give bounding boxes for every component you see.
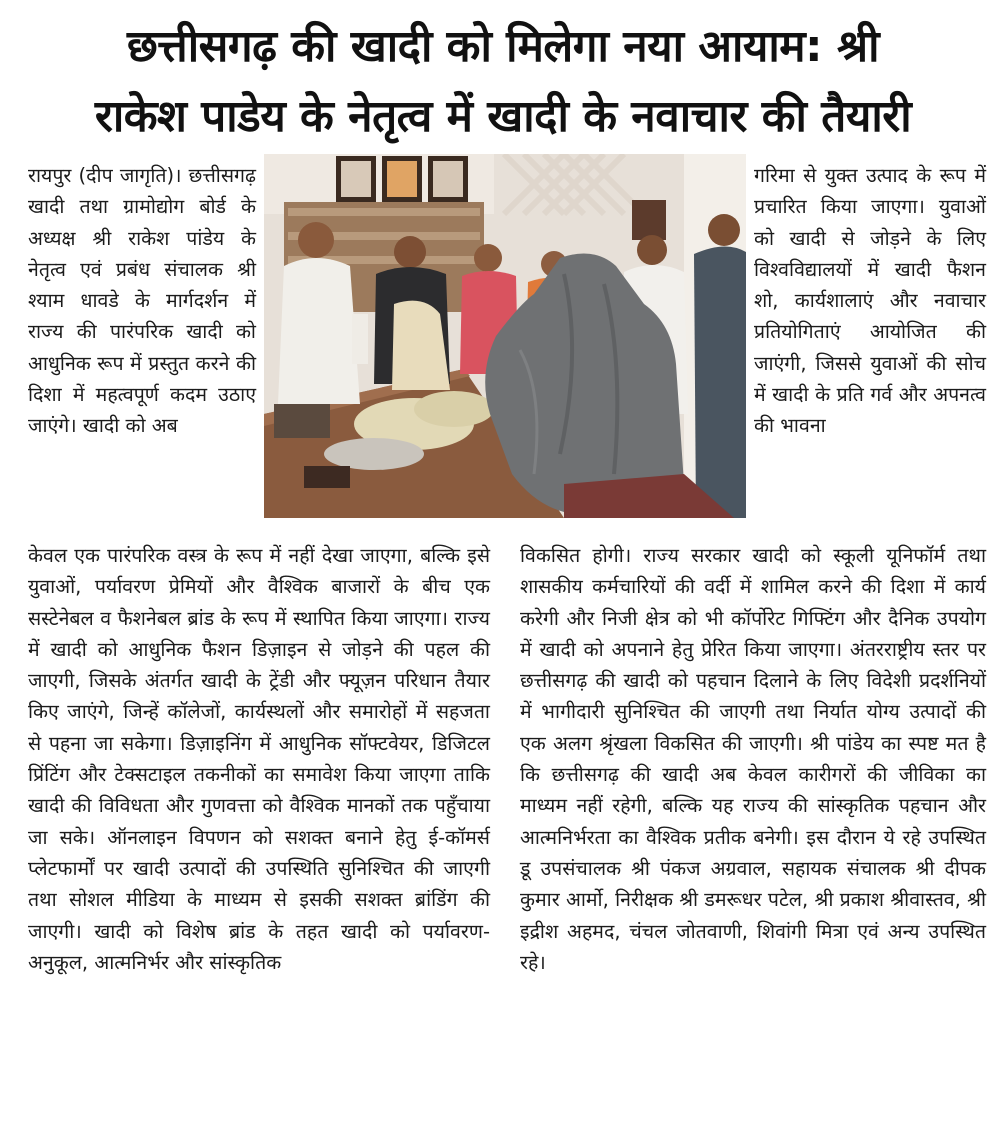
article-text-bottom-left: केवल एक पारंपरिक वस्त्र के रूप में नहीं देखा जाएगा, बल्कि इसे युवाओं, पर्यावरण प्रेमियों और वैश्विक बाजारों के बीच एक सस्टेनेबल व फैशनेबल ब्रांड के रूप में स्थापित किया जाएगा। राज्य में खादी को आधुनिक फैशन डिज़ाइन से जोड़ने की पहल की जाएगी, जिसके अंतर्गत खादी के ट्रेंडी और फ्यूज़न परिधान तैयार किए जाएंगे, जिन्हें कॉलेजों, कार्यस्थलों और समारोहों में सहजता से पहना जा सकेगा। डिज़ाइनिंग में आधुनिक सॉफ्टवेयर, डिजिटल प्रिंटिंग और टेक्सटाइल तकनीकों का समावेश किया जाएगा ताकि खादी की विविधता और गुणवत्ता को वैश्विक मानकों तक पहुँचाया जा सके। ऑनलाइन विपणन को सशक्त बनाने हेतु ई-कॉमर्स प्लेटफार्मों पर खादी उत्पादों की उपस्थिति सुनिश्चित की जाएगी तथा सोशल मीडिया के माध्यम से इसकी सशक्त ब्रांडिंग की जाएगी। खादी को विशेष ब्रांड के तहत खादी को पर्यावरण-अनुकूल, आत्मनिर्भर और सांस्कृतिक bbox=[28, 544, 490, 974]
article-text-col3: गरिमा से युक्त उत्पाद के रूप में प्रचारित किया जाएगा। युवाओं को खादी से जोड़ने के लिए विश्वविद्यालयों में खादी फैशन शो, कार्यशालाएं और नवाचार प्रतियोगिताएं आयोजित की जाएंगी, जिससे युवाओं की सोच में खादी के प्रति गर्व और अपनत्व की भावना bbox=[754, 164, 986, 438]
news-photo bbox=[264, 154, 746, 518]
article-text-bottom-right: विकसित होगी। राज्य सरकार खादी को स्कूली यूनिफॉर्म तथा शासकीय कर्मचारियों की वर्दी में शामिल करने की दिशा में कार्य करेगी और निजी क्षेत्र को भी कॉर्पोरेट गिफ्टिंग और दैनिक उपयोग में खादी को अपनाने हेतु प्रेरित किया जाएगा। अंतरराष्ट्रीय स्तर पर छत्तीसगढ़ की खादी को पहचान दिलाने के लिए विदेशी प्रदर्शनियों में भागीदारी सुनिश्चित की जाएगी तथा निर्यात योग्य उत्पादों की एक अलग श्रृंखला विकसित की जाएगी। श्री पांडेय का स्पष्ट मत है कि छत्तीसगढ़ की खादी अब केवल कारीगरों की जीविका का माध्यम नहीं रहेगी, बल्कि यह राज्य की सांस्कृतिक पहचान और आत्मनिर्भरता का वैश्विक प्रतीक बनेगी। इस दौरान ये रहे उपस्थित डू उपसंचालक श्री पंकज अग्रवाल, सहायक संचालक श्री दीपक कुमार आर्मो, निरीक्षक श्री डमरूधर पटेल, श्री प्रकाश श्रीवास्तव, श्री इद्रीश अहमद, चंचल जोतवाणी, शिवांगी मित्रा एवं अन्य उपस्थित रहे। bbox=[520, 544, 986, 974]
article-column-bottom-left bbox=[28, 540, 490, 978]
person-5 bbox=[637, 235, 667, 265]
person-6 bbox=[708, 214, 740, 246]
headline-line-2: राकेश पाडेय के नेतृत्व में खादी के नवाचार की तैयारी bbox=[94, 91, 912, 142]
article-column-left-top bbox=[28, 160, 256, 442]
headline-line-1: छत्तीसगढ़ की खादी को मिलेगा नया आयाम: श्री bbox=[126, 21, 880, 72]
article-column-bottom-right bbox=[520, 540, 986, 978]
news-photo-illustration bbox=[264, 154, 746, 518]
article-text-col1: रायपुर (दीप जागृति)। छत्तीसगढ़ खादी तथा ग्रामोद्योग बोर्ड के अध्यक्ष श्री राकेश पांडेय के नेतृत्व एवं प्रबंध संचालक श्री श्याम धावडे के मार्गदर्शन में राज्य की पारंपरिक खादी को आधुनिक रूप में प्रस्तुत करने की दिशा में महत्वपूर्ण कदम उठाए जाएंगे। खादी को अब bbox=[28, 164, 256, 438]
article-column-right-top bbox=[754, 160, 986, 442]
person-1 bbox=[298, 222, 334, 258]
person-3 bbox=[474, 244, 502, 272]
person-2 bbox=[394, 236, 426, 268]
